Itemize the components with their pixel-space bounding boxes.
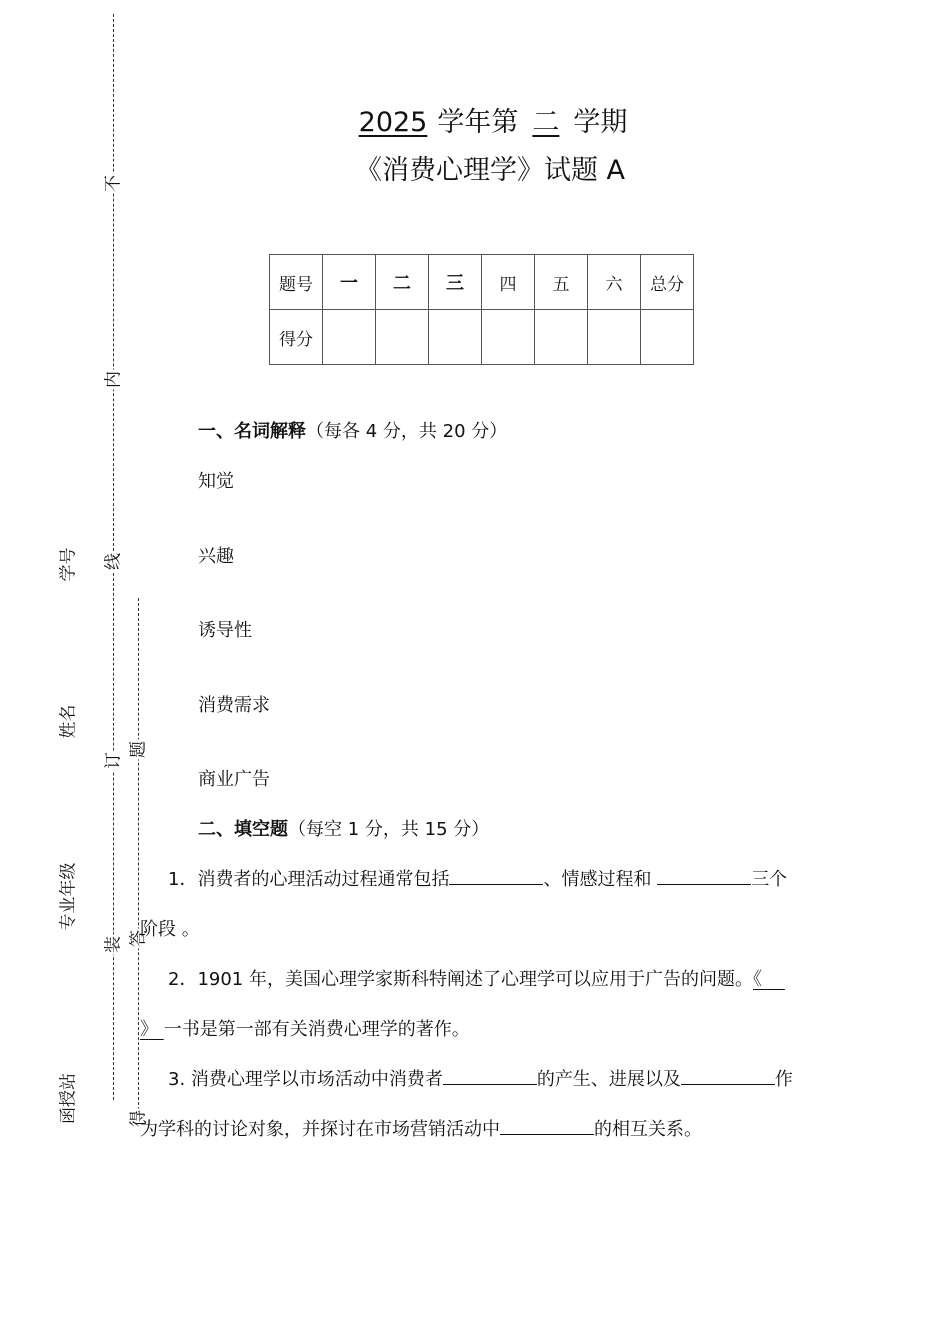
- margin-char-da: 答: [128, 930, 149, 947]
- score-table-score-row: [270, 310, 694, 365]
- score-cell-4[interactable]: [482, 310, 535, 365]
- term-item: 诱导性: [198, 620, 252, 641]
- term-text: 二: [532, 107, 560, 138]
- q2-book-open[interactable]: 《: [752, 969, 762, 990]
- score-cell-1[interactable]: [323, 310, 376, 365]
- section2-heading: [198, 815, 489, 841]
- score-row-label: 得分: [270, 310, 323, 365]
- section2-title: 二、填空题: [198, 819, 288, 840]
- score-cell-5[interactable]: [535, 310, 588, 365]
- q3-blank-2[interactable]: [681, 1066, 775, 1085]
- term-item: 消费需求: [198, 695, 270, 716]
- margin-char-de: 得: [128, 1110, 149, 1127]
- name-label: 姓名: [58, 704, 79, 739]
- major-grade-label: 专业年级: [58, 862, 79, 931]
- margin-char-ding: 订: [103, 752, 124, 769]
- score-cell-2[interactable]: [376, 310, 429, 365]
- col-header-total: 总分: [641, 255, 694, 310]
- section1-title: 一、名词解释: [198, 421, 306, 442]
- q3-text-c: 作: [774, 1069, 793, 1090]
- score-table: [269, 254, 694, 365]
- term-item: 兴趣: [198, 546, 234, 567]
- q2-text-a: 2．1901 年，美国心理学家斯科特阐述了心理学可以应用于广告的问题。: [168, 969, 753, 990]
- question-1-line1: [168, 865, 787, 891]
- q3-text-a: 3. 消费心理学以市场活动中消费者: [168, 1069, 443, 1090]
- q3-text-e: 的相互关系。: [594, 1119, 702, 1140]
- station-label: 函授站: [58, 1073, 79, 1124]
- term-suffix: 学期: [573, 107, 628, 138]
- section1-heading: [198, 417, 507, 443]
- q1-text-b: 、情感过程和: [543, 869, 652, 890]
- col-header-5: 五: [535, 255, 588, 310]
- col-header-4: 四: [482, 255, 535, 310]
- col-header-6: 六: [588, 255, 641, 310]
- margin-char-nei: 内: [103, 371, 124, 388]
- term-item: 商业广告: [198, 769, 270, 790]
- q3-text-d: 为学科的讨论对象，并探讨在市场营销活动中: [140, 1119, 500, 1140]
- year-text: 2025: [358, 107, 428, 138]
- col-header-3: 三: [429, 255, 482, 310]
- q1-blank-2[interactable]: [657, 866, 751, 885]
- q3-blank-3[interactable]: [500, 1116, 594, 1135]
- q3-text-b: 的产生、进展以及: [536, 1069, 681, 1090]
- margin-char-ti: 题: [128, 741, 149, 758]
- q1-blank-1[interactable]: [449, 866, 543, 885]
- score-cell-6[interactable]: [588, 310, 641, 365]
- question-2-line2: [140, 1015, 470, 1041]
- q1-text-a: 1．消费者的心理活动过程通常包括: [168, 869, 450, 890]
- section2-note: （每空 1 分，共 15 分）: [288, 819, 490, 840]
- term-title: [0, 100, 950, 139]
- question-3-line2: [140, 1115, 702, 1141]
- score-table-header-row: [270, 255, 694, 310]
- score-cell-total[interactable]: [641, 310, 694, 365]
- term-item: 知觉: [198, 471, 234, 492]
- col-header-1: 一: [323, 255, 376, 310]
- q2-text-d: 一书是第一部有关消费心理学的著作。: [163, 1019, 470, 1040]
- col-header-2: 二: [376, 255, 429, 310]
- question-2-line1: [168, 965, 785, 991]
- question-number-header: 题号: [270, 255, 323, 310]
- margin-char-zhuang: 装: [103, 936, 124, 953]
- score-cell-3[interactable]: [429, 310, 482, 365]
- question-1-line2: 阶段 。: [140, 919, 200, 940]
- q1-text-c: 三个: [751, 869, 788, 890]
- student-id-label: 学号: [58, 547, 79, 582]
- q3-blank-1[interactable]: [443, 1066, 537, 1085]
- exam-title: 《消费心理学》试题 A: [354, 155, 626, 186]
- year-suffix: 学年第: [437, 107, 519, 138]
- question-3-line1: [168, 1065, 793, 1091]
- q2-book-close[interactable]: 》: [140, 1019, 158, 1040]
- binding-line-inner: [138, 598, 139, 1110]
- section1-note: （每各 4 分，共 20 分）: [306, 421, 508, 442]
- margin-char-bu: 不: [103, 175, 124, 192]
- margin-char-xian: 线: [103, 553, 124, 570]
